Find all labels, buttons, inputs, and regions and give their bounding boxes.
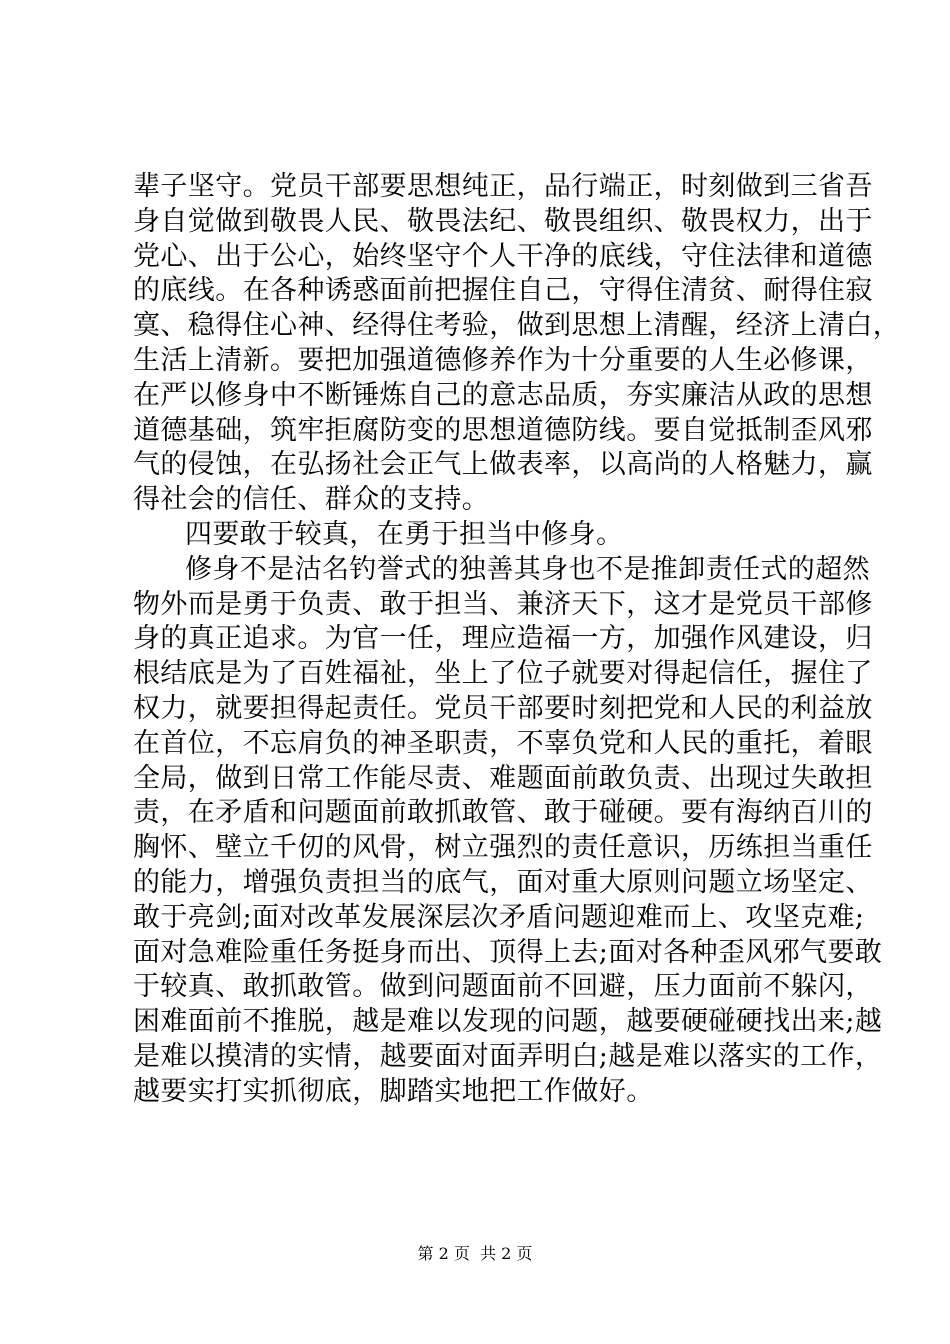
text-line: 面对急难险重任务挺身而出、顶得上去;面对各种歪风邪气要敢	[133, 936, 883, 968]
text-line: 越要实打实抓彻底，脚踏实地把工作做好。	[133, 1075, 654, 1107]
text-line: 寞、稳得住心神、经得住考验，做到思想上清醒，经济上清白，	[133, 310, 901, 342]
text-line: 得社会的信任、群众的支持。	[133, 484, 490, 516]
text-line: 气的侵蚀，在弘扬社会正气上做表率，以高尚的人格魅力，赢	[133, 449, 873, 481]
text-line: 于较真、敢抓敢管。做到问题面前不回避，压力面前不躲闪，	[133, 971, 873, 1003]
text-line: 胸怀、壁立千仞的风骨，树立强烈的责任意识，历练担当重任	[133, 832, 873, 864]
text-line: 全局，做到日常工作能尽责、难题面前敢负责、出现过失敢担	[133, 762, 873, 794]
text-line: 四要敢于较真，在勇于担当中修身。	[185, 518, 624, 550]
text-line: 在严以修身中不断锤炼自己的意志品质，夯实廉洁从政的思想	[133, 379, 873, 411]
text-line: 困难面前不推脱，越是难以发现的问题，越要硬碰硬找出来;越	[133, 1006, 883, 1038]
document-body	[133, 170, 901, 1110]
text-line: 生活上清新。要把加强道德修养作为十分重要的人生必修课，	[133, 344, 873, 376]
text-line: 在首位，不忘肩负的神圣职责，不辜负党和人民的重托，着眼	[133, 727, 873, 759]
text-line: 权力，就要担得起责任。党员干部要时刻把党和人民的利益放	[133, 692, 873, 724]
text-line: 身自觉做到敬畏人民、敬畏法纪、敬畏组织、敬畏权力，出于	[133, 205, 873, 237]
text-line: 敢于亮剑;面对改革发展深层次矛盾问题迎难而上、攻坚克难;	[133, 901, 865, 933]
text-line: 的能力，增强负责担当的底气，面对重大原则问题立场坚定、	[133, 866, 873, 898]
paragraph	[133, 518, 853, 553]
text-line: 责，在矛盾和问题面前敢抓敢管、敢于碰硬。要有海纳百川的	[133, 797, 873, 829]
paragraph	[133, 170, 901, 518]
text-line: 修身不是沽名钓誉式的独善其身也不是推卸责任式的超然	[185, 553, 870, 585]
page-footer: 第 2 页 共 2 页	[417, 1244, 533, 1263]
paragraph	[133, 553, 883, 1110]
text-line: 的底线。在各种诱惑面前把握住自己，守得住清贫、耐得住寂	[133, 275, 873, 307]
text-line: 道德基础，筑牢拒腐防变的思想道德防线。要自觉抵制歪风邪	[133, 414, 873, 446]
text-line: 是难以摸清的实情，越要面对面弄明白;越是难以落实的工作，	[133, 1040, 883, 1072]
text-line: 辈子坚守。党员干部要思想纯正，品行端正，时刻做到三省吾	[133, 171, 873, 202]
text-line: 物外而是勇于负责、敢于担当、兼济天下，这才是党员干部修	[133, 588, 873, 620]
text-line: 根结底是为了百姓福祉，坐上了位子就要对得起信任，握住了	[133, 658, 873, 690]
text-line: 身的真正追求。为官一任，理应造福一方，加强作风建设，归	[133, 623, 873, 655]
text-line: 党心、出于公心，始终坚守个人干净的底线，守住法律和道德	[133, 240, 873, 272]
